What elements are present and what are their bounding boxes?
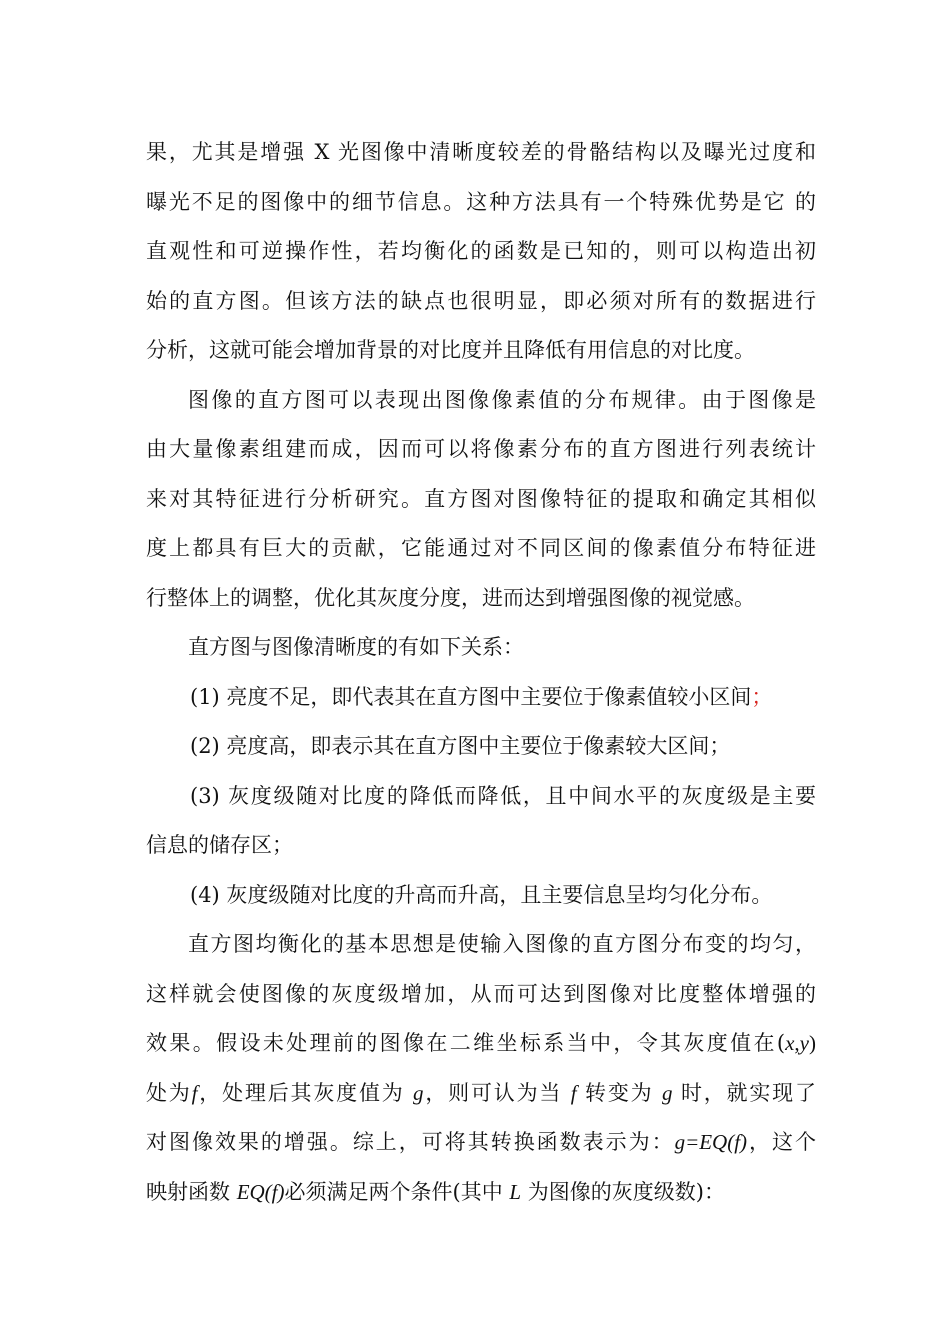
list-item-3 [146,772,816,871]
paragraph-line: 直方图均衡化的基本思想是使输入图像的直方图分布变的均匀， [188,932,816,956]
paragraph-line: 行整体上的调整，优化其灰度分度，进而达到增强图像的视觉感。 [146,585,755,610]
var-f: f [570,1080,577,1105]
list-item-1 [146,673,816,723]
paragraph-histogram [146,376,816,624]
var-g: g [661,1080,673,1105]
paragraph-line [146,1168,816,1218]
formula: EQ(f) [236,1179,285,1204]
text-run: 必须满足两个条件(其中 [284,1179,510,1204]
text-run: ，处理后其灰度值为 [197,1080,414,1105]
paragraph-line [146,1019,816,1069]
text-run: 为图像的灰度级数)： [521,1179,725,1204]
var-y: y [799,1031,809,1055]
list-item-2: (2) 亮度高，即表示其在直方图中主要位于像素较大区间； [190,734,731,758]
text-run: 时，就实现了 [672,1080,816,1105]
var-g: g [413,1080,424,1105]
text-run: 转变为 [576,1080,662,1105]
text-run: 映射函数 [146,1179,237,1204]
var-f: f [191,1080,198,1105]
paragraph-effects [146,128,816,376]
paragraph-equalization [146,920,816,1217]
list-item-line: 信息的储存区； [146,833,293,857]
paragraph-line: 图像的直方图可以表现出图像像素值的分布规律。由于图像是 [188,387,816,412]
paragraph-line: 这样就会使图像的灰度级增加，从而可达到图像对比度整体增强的 [146,981,816,1006]
list-item-text: (1) 亮度不足，即代表其在直方图中主要位于像素值较小区间 [190,684,752,709]
paragraph-line: 果，尤其是增强 X 光图像中清晰度较差的骨骼结构以及曝光过度和 [146,140,816,164]
paragraph-line [146,1118,816,1168]
text-run: ，这个 [747,1130,817,1154]
text-run: , [794,1031,800,1055]
list-item-line: (3) 灰度级随对比度的降低而降低，且中间水平的灰度级是主要 [190,783,816,808]
paragraph-line [146,1069,816,1119]
text-run: 对图像效果的增强。综上，可将其转换函数表示为： [146,1130,675,1154]
paragraph-line: 由大量像素组建而成，因而可以将像素分布的直方图进行列表统计 [146,437,816,461]
paragraph-line: 分析，这就可能会增加背景的对比度并且降低有用信息的对比度。 [146,338,755,362]
text-run: ) [809,1031,816,1055]
paragraph-line: 度上都具有巨大的贡献，它能通过对不同区间的像素值分布特征进 [146,536,816,560]
paragraph-line: 直观性和可逆操作性，若均衡化的函数是已知的，则可以构造出初 [146,239,816,263]
formula: g=EQ(f) [674,1130,748,1154]
paragraph-line: 来对其特征进行分析研究。直方图对图像特征的提取和确定其相似 [146,486,816,511]
var-L: L [509,1179,522,1204]
body-text [146,128,816,1217]
paragraph-line: 曝光不足的图像中的细节信息。这种方法具有一个特殊优势是它 的 [146,189,816,214]
text-run: 处为 [146,1080,192,1105]
paragraph-line: 始的直方图。但该方法的缺点也很明显，即必须对所有的数据进行 [146,288,816,313]
text-run: ，则可认为当 [423,1080,571,1105]
text-run: 效果。假设未处理前的图像在二维坐标系当中，令其灰度值在( [146,1031,786,1055]
var-x: x [785,1031,795,1055]
relation-intro: 直方图与图像清晰度的有如下关系： [188,635,524,659]
list-item-punct: ； [751,684,773,709]
list-item-4: (4) 灰度级随对比度的升高而升高，且主要信息呈均匀化分布。 [190,882,773,907]
